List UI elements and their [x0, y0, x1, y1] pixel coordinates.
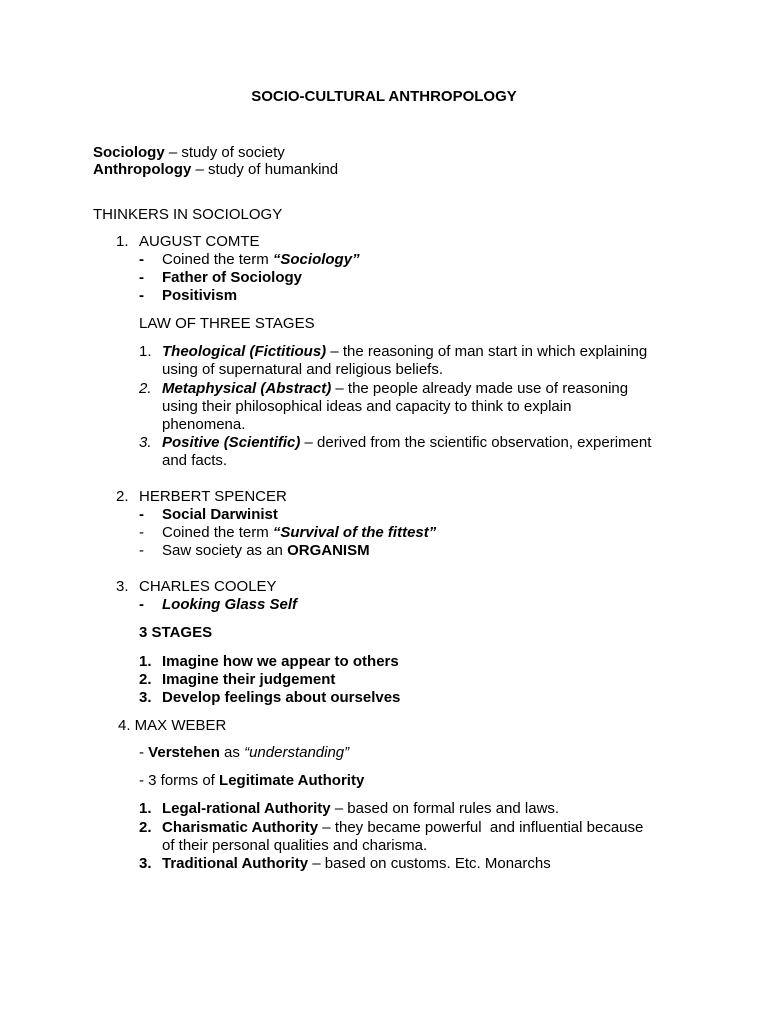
cooley-bullet-1: Looking Glass Self: [162, 596, 298, 613]
stage-desc-cont: using of supernatural and religious beliefs.: [162, 361, 444, 378]
weber-line-2: [139, 772, 364, 790]
weber-quote: “understanding”: [244, 744, 350, 761]
bullet-term: “Sociology”: [272, 251, 360, 268]
comte-bullet-2: Father of Sociology: [162, 269, 303, 286]
thinker-name-spencer: HERBERT SPENCER: [139, 488, 287, 505]
bullet-dash: -: [139, 596, 144, 613]
comte-bullet-1: [162, 251, 360, 269]
weber-text: as: [219, 744, 245, 761]
spencer-bullet-3: [162, 542, 370, 560]
authority-desc: – they became powerful and influential because: [318, 819, 644, 836]
comte-bullet-3: Positivism: [162, 287, 238, 304]
definition-anthropology: [93, 161, 338, 179]
thinker-number: 2.: [116, 488, 129, 505]
stage-desc-cont: phenomena.: [162, 416, 246, 433]
stage-term: Theological (Fictitious): [162, 343, 327, 360]
definition-term: Anthropology: [93, 161, 192, 178]
stage-term: Positive (Scientific): [162, 434, 301, 451]
thinker-name-weber: 4. MAX WEBER: [118, 717, 227, 734]
bullet-dash: -: [139, 744, 149, 761]
stage-positive: [162, 434, 651, 452]
cooley-stage-2: Imagine their judgement: [162, 671, 336, 688]
authority-number: 3.: [139, 855, 152, 872]
authority-term: Charismatic Authority: [162, 819, 319, 836]
spencer-bullet-1: Social Darwinist: [162, 506, 278, 523]
stage-number: 2.: [139, 671, 152, 688]
stage-desc: – derived from the scientific observation, experiment: [300, 434, 652, 451]
document-title: SOCIO-CULTURAL ANTHROPOLOGY: [251, 88, 517, 105]
stage-desc-cont: and facts.: [162, 452, 228, 469]
bullet-term: “Survival of the fittest”: [272, 524, 437, 541]
stage-number: 1.: [139, 343, 152, 360]
bullet-dash: -: [139, 524, 144, 541]
bullet-term: ORGANISM: [287, 542, 370, 559]
authority-desc: – based on formal rules and laws.: [330, 800, 560, 817]
bullet-dash: -: [139, 542, 144, 559]
stage-desc: – the people already made use of reasoning: [331, 380, 629, 397]
stage-term: Metaphysical (Abstract): [162, 380, 332, 397]
weber-text: - 3 forms of: [139, 772, 220, 789]
stage-desc: – the reasoning of man start in which explaining: [326, 343, 648, 360]
thinker-number: 3.: [116, 578, 129, 595]
stage-number: 3.: [139, 689, 152, 706]
authority-number: 2.: [139, 819, 152, 836]
stage-number: 3.: [139, 434, 152, 451]
definition-sociology: [93, 144, 285, 162]
bullet-dash: -: [139, 287, 144, 304]
authority-term: Legal-rational Authority: [162, 800, 331, 817]
definition-term: Sociology: [93, 144, 165, 161]
stage-metaphysical: [162, 380, 628, 398]
authority-term: Traditional Authority: [162, 855, 309, 872]
thinker-name-cooley: CHARLES COOLEY: [139, 578, 277, 595]
bullet-dash: -: [139, 251, 144, 268]
authority-legal-rational: [162, 800, 559, 818]
authority-number: 1.: [139, 800, 152, 817]
stage-number: 1.: [139, 653, 152, 670]
bullet-dash: -: [139, 269, 144, 286]
stage-theological: [162, 343, 647, 361]
definition-desc: – study of humankind: [191, 161, 339, 178]
cooley-stage-3: Develop feelings about ourselves: [162, 689, 401, 706]
bullet-text: Coined the term: [162, 524, 273, 541]
spencer-bullet-2: [162, 524, 436, 542]
cooley-stage-1: Imagine how we appear to others: [162, 653, 399, 670]
law-heading: LAW OF THREE STAGES: [139, 315, 315, 332]
stage-number: 2.: [139, 380, 152, 397]
bullet-text: Coined the term: [162, 251, 273, 268]
authority-traditional: [162, 855, 551, 873]
weber-term: Legitimate Authority: [219, 772, 365, 789]
stages-heading: 3 STAGES: [139, 624, 213, 641]
authority-desc-cont: of their personal qualities and charisma.: [162, 837, 428, 854]
weber-line-1: [139, 744, 349, 762]
definition-desc: – study of society: [164, 144, 285, 161]
bullet-text: Saw society as an: [162, 542, 288, 559]
thinker-name-comte: AUGUST COMTE: [139, 233, 260, 250]
stage-desc-cont: using their philosophical ideas and capacity to think to explain: [162, 398, 572, 415]
authority-desc: – based on customs. Etc. Monarchs: [308, 855, 551, 872]
weber-term: Verstehen: [148, 744, 220, 761]
thinker-number: 1.: [116, 233, 129, 250]
authority-charismatic: [162, 819, 643, 837]
bullet-dash: -: [139, 506, 144, 523]
section-heading: THINKERS IN SOCIOLOGY: [93, 206, 283, 223]
